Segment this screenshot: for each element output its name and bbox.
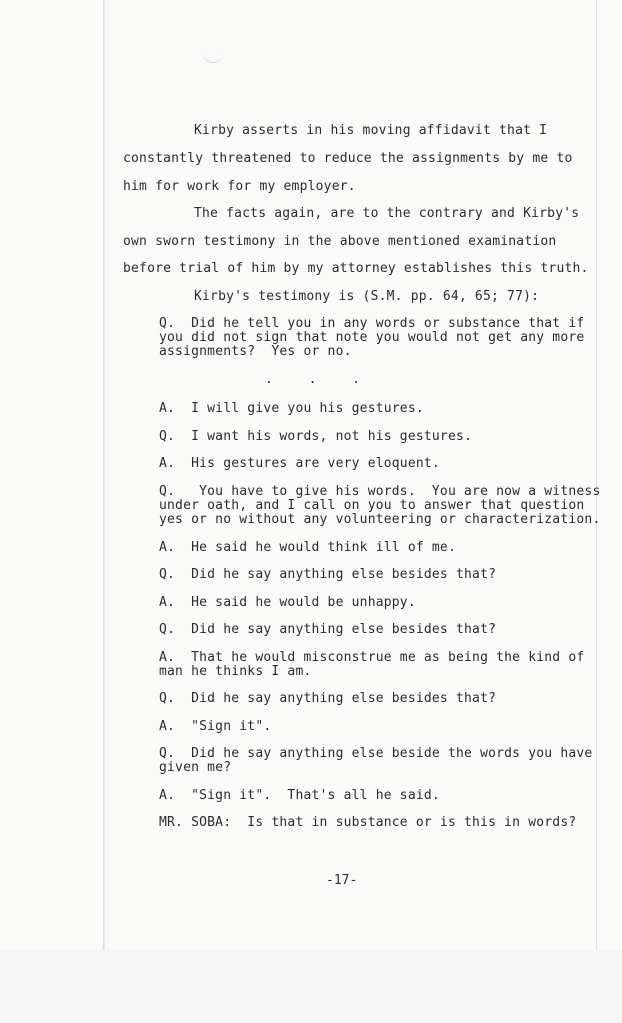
testimony-line: A. "Sign it". That's all he said. [159, 788, 440, 803]
testimony-line: Q. Did he say anything else besides that? [159, 691, 497, 706]
ellipsis-omission: . . . [265, 372, 375, 387]
testimony-line: you did not sign that note you would not get any more [159, 330, 585, 345]
testimony-line: assignments? Yes or no. [159, 344, 352, 359]
testimony-line: Q. Did he say anything else besides that? [159, 622, 497, 637]
paragraph-line: Kirby's testimony is (S.M. pp. 64, 65; 77): [194, 289, 540, 304]
paragraph-line: constantly threatened to reduce the assignments by me to [123, 151, 573, 166]
testimony-line: A. He said he would think ill of me. [159, 540, 456, 555]
testimony-line: Q. You have to give his words. You are now a witness [159, 484, 601, 499]
paragraph-line: The facts again, are to the contrary and Kirby's [194, 206, 580, 221]
testimony-line: A. "Sign it". [159, 719, 272, 734]
page-edge [596, 0, 597, 950]
punch-hole-mark [203, 50, 223, 63]
paragraph-line: Kirby asserts in his moving affidavit that I [194, 123, 548, 138]
testimony-line: A. I will give you his gestures. [159, 401, 424, 416]
testimony-line: man he thinks I am. [159, 664, 312, 679]
testimony-line: Q. Did he tell you in any words or substance that if [159, 316, 585, 331]
testimony-line: Q. Did he say anything else besides that? [159, 567, 497, 582]
testimony-line: MR. SOBA: Is that in substance or is this in words? [159, 815, 577, 830]
paragraph-line: before trial of him by my attorney establishes this truth. [123, 261, 589, 276]
page-bottom-margin [0, 950, 622, 1023]
binding-edge [103, 0, 105, 950]
testimony-line: given me? [159, 760, 232, 775]
testimony-line: A. His gestures are very eloquent. [159, 456, 440, 471]
testimony-line: yes or no without any volunteering or characterization. [159, 512, 601, 527]
testimony-line: Q. Did he say anything else beside the words you have [159, 746, 593, 761]
testimony-line: A. He said he would be unhappy. [159, 595, 416, 610]
paragraph-line: him for work for my employer. [123, 179, 356, 194]
testimony-line: under oath, and I call on you to answer that question [159, 498, 585, 513]
paragraph-line: own sworn testimony in the above mentioned examination [123, 234, 557, 249]
testimony-line: Q. I want his words, not his gestures. [159, 429, 473, 444]
testimony-line: A. That he would misconstrue me as being the kind of [159, 650, 585, 665]
page-number: -17- [326, 873, 358, 888]
